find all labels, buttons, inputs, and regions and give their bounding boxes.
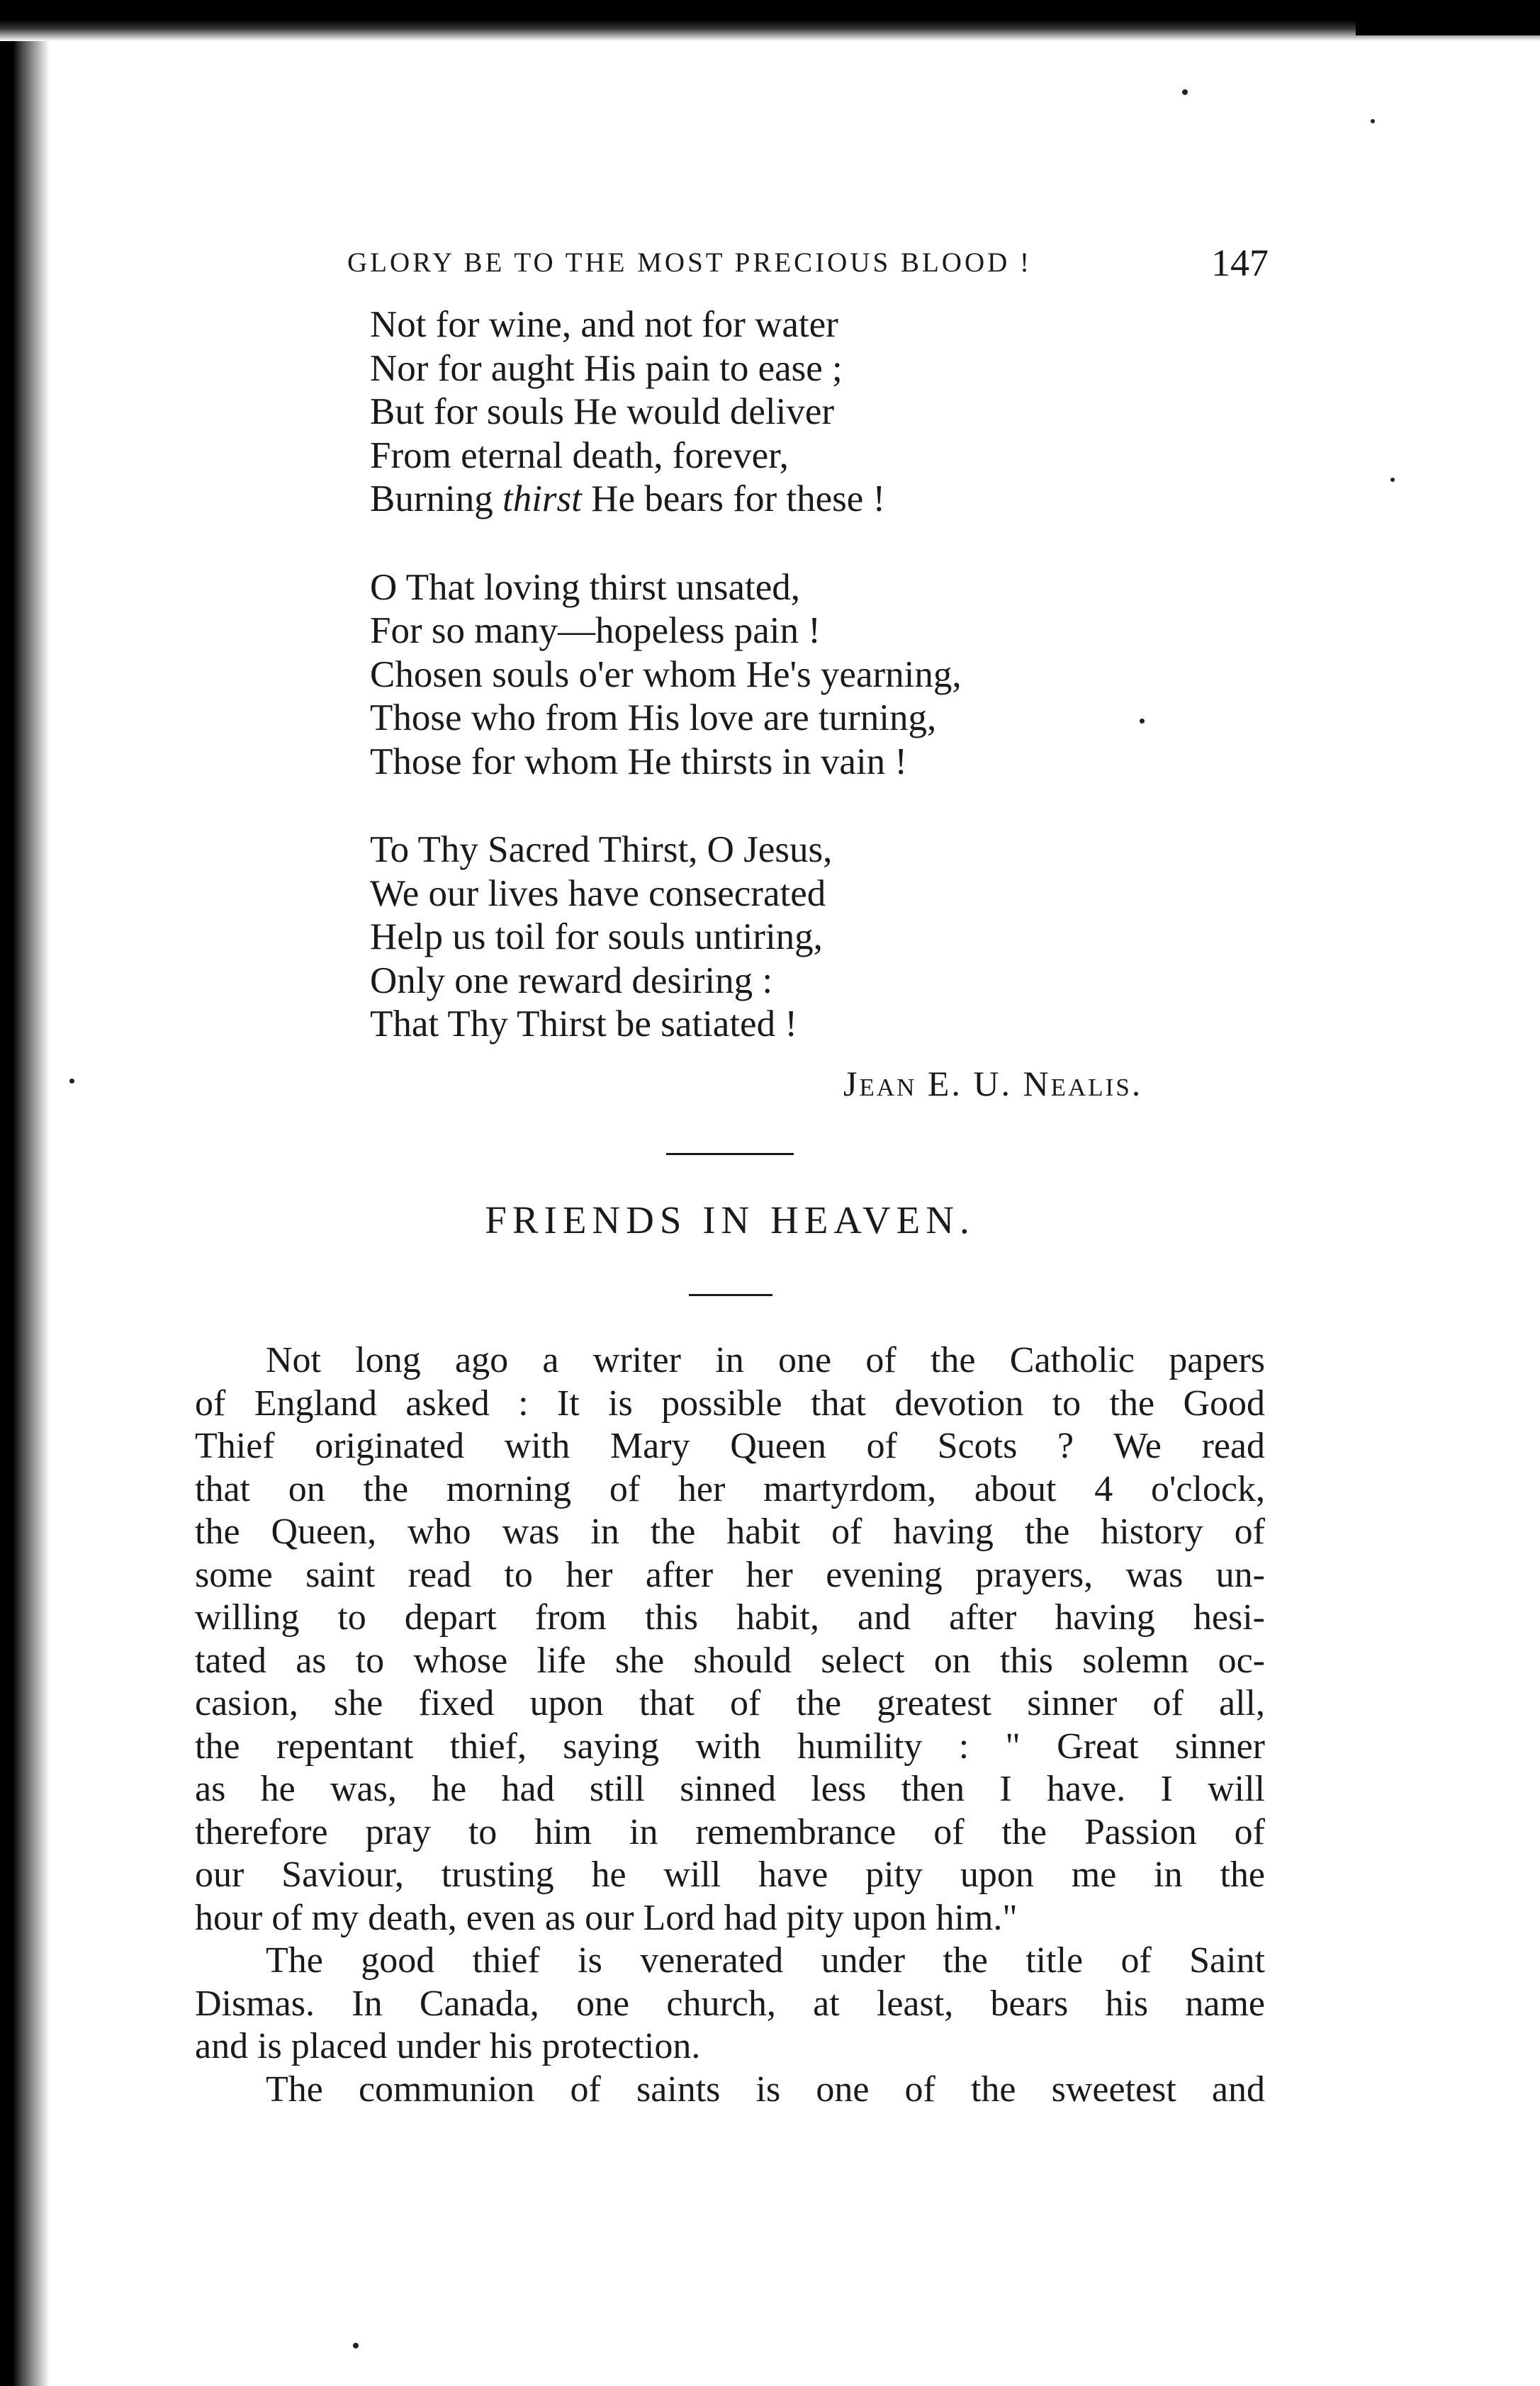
- running-title: GLORY BE TO THE MOST PRECIOUS BLOOD !: [347, 247, 1033, 278]
- scan-speck: [1390, 478, 1395, 482]
- article-line: The communion of saints is one of the sweetest and: [266, 2069, 1265, 2110]
- scan-speck: [1182, 89, 1188, 95]
- poem-line: Chosen souls o'er whom He's yearning,: [370, 653, 962, 695]
- poem-line: That Thy Thirst be satiated !: [370, 1003, 797, 1045]
- scan-top-border: [0, 0, 1540, 41]
- poem-line: Those who from His love are turning,: [370, 697, 937, 738]
- article-line: some saint read to her after her evening prayers, was un-: [195, 1554, 1265, 1595]
- article-line: Dismas. In Canada, one church, at least, bears his name: [195, 1983, 1265, 2024]
- article-line: that on the morning of her martyrdom, about 4 o'clock,: [195, 1468, 1265, 1509]
- poem-line: [370, 478, 1291, 522]
- poem-line-text: Burning: [370, 478, 502, 519]
- poem-line: To Thy Sacred Thirst, O Jesus,: [370, 829, 833, 870]
- article-line: the Queen, who was in the habit of having the history of: [195, 1512, 1265, 1552]
- poem-line-text: He bears for these !: [581, 478, 886, 519]
- scan-left-edge: [0, 41, 50, 2386]
- poem: [370, 303, 1291, 1091]
- poem-line: Only one reward desiring :: [370, 960, 773, 1001]
- article-body: [195, 1339, 1265, 2111]
- article-line: and is placed under his protection.: [195, 2026, 701, 2066]
- article-line: tated as to whose life she should select on this solemn oc-: [195, 1640, 1265, 1681]
- section-divider: [689, 1294, 772, 1296]
- article-line: Thief originated with Mary Queen of Scots ? We read: [195, 1426, 1265, 1466]
- section-heading: FRIENDS IN HEAVEN.: [485, 1198, 975, 1242]
- running-head: [347, 241, 1269, 283]
- scan-speck: [69, 1079, 74, 1084]
- article-line: of England asked : It is possible that devotion to the Good: [195, 1383, 1265, 1424]
- poem-stanza: [370, 566, 1291, 784]
- poem-line: But for souls He would deliver: [370, 391, 835, 432]
- section-divider: [666, 1153, 794, 1155]
- article-line: hour of my death, even as our Lord had pity upon him.": [195, 1897, 1018, 1938]
- scan-speck: [1371, 119, 1375, 123]
- poem-line: From eternal death, forever,: [370, 434, 789, 476]
- poem-line: O That loving thirst unsated,: [370, 566, 800, 608]
- article-line: therefore pray to him in remembrance of the Passion of: [195, 1811, 1265, 1852]
- poem-line: Nor for aught His pain to ease ;: [370, 347, 843, 389]
- article-line: our Saviour, trusting he will have pity upon me in the: [195, 1855, 1265, 1895]
- article-line: willing to depart from this habit, and after having hesi-: [195, 1597, 1265, 1638]
- poem-line-italic: thirst: [502, 478, 582, 519]
- article-line: casion, she fixed upon that of the greatest sinner of all,: [195, 1683, 1265, 1723]
- scan-speck: [353, 2343, 359, 2348]
- poem-line: We our lives have consecrated: [370, 872, 826, 914]
- poem-line: For so many—hopeless pain !: [370, 610, 821, 651]
- poem-line: Those for whom He thirsts in vain !: [370, 741, 908, 782]
- poem-signature: Jean E. U. Nealis.: [843, 1064, 1143, 1103]
- article-line: Not long ago a writer in one of the Catholic papers: [266, 1340, 1265, 1380]
- poem-line: Help us toil for souls untiring,: [370, 916, 823, 957]
- poem-stanza: [370, 828, 1291, 1047]
- page-number: 147: [1211, 242, 1269, 284]
- article-line: the repentant thief, saying with humility : " Great sinner: [195, 1726, 1265, 1767]
- poem-line: Not for wine, and not for water: [370, 304, 838, 345]
- poem-stanza: [370, 303, 1291, 522]
- article-line: The good thief is venerated under the title of Saint: [266, 1940, 1265, 1981]
- article-line: as he was, he had still sinned less then I have. I will: [195, 1769, 1265, 1809]
